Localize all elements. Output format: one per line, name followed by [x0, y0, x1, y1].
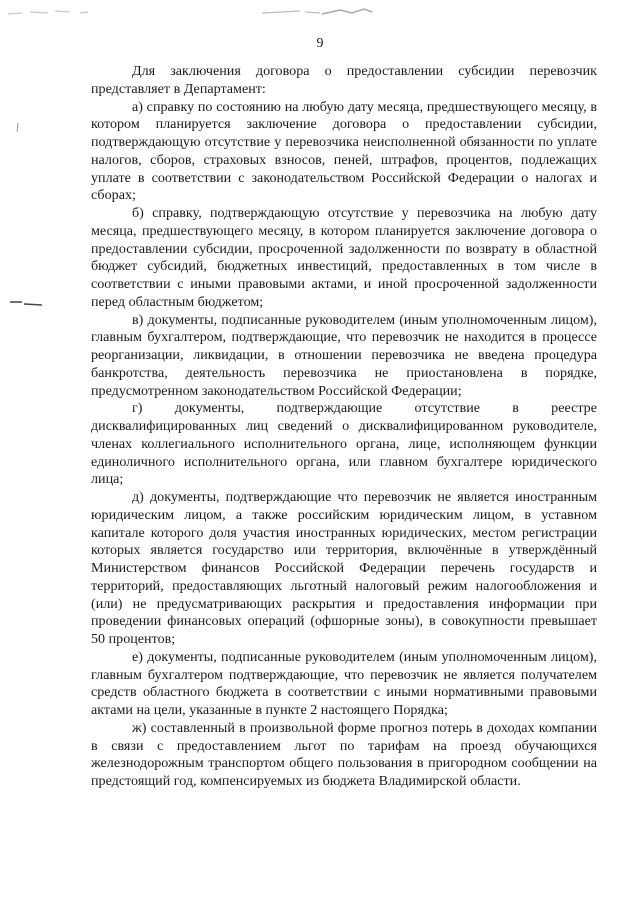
item-d: д) документы, подтверждающие что перевозчик не является иностранным юридическим лицом, а также российским юридическим лицом, в уставном капитале которого доля участия иностранных юридических, местом регистрации которых является государство или территория, включённые в утверждённый Министерством финансов Российской Федерации перечень государств и территорий, предоставляющих льготный налоговый режим налогообложения и (или) не предусматривающих раскрытия и предоставления информации при проведении финансовых операций (офшорные зоны), в совокупности превышает 50 процентов;	[91, 489, 597, 647]
item-g: г) документы, подтверждающие отсутствие в реестре дисквалифицированных лиц сведений о дисквалифицированном руководителе, членах коллегиального исполнительного органа, лице, исполняющем функции единоличного исполнительного органа, или главном бухгалтере юридического лица;	[91, 400, 597, 488]
margin-dash-mark	[8, 296, 48, 312]
page-number: 9	[316, 36, 324, 51]
item-v: в) документы, подписанные руководителем (иным уполномоченным лицом), главным бухгалтером, подтверждающие, что перевозчик не находится в процессе реорганизации, ликвидации, в отношении перевозчика не введена процедура банкротства, деятельность перевозчика не приостановлена в порядке, предусмотренном законодательством Российской Федерации;	[91, 311, 597, 399]
scan-noise-top	[0, 0, 640, 20]
margin-tick-mark	[14, 122, 22, 134]
item-a: а) справку по состоянию на любую дату месяца, предшествующего месяцу, в котором планируется заключение договора о предоставлении субсидии, подтверждающую отсутствие у перевозчика неисполненной обязанности по уплате налогов, сборов, страховых взносов, пеней, штрафов, процентов, подлежащих уплате в соответствии с законодательством Российской Федерации о налогах и сборах;	[91, 98, 597, 204]
intro-paragraph: Для заключения договора о предоставлении субсидии перевозчик представляет в Департамент:	[91, 63, 597, 97]
item-b: б) справку, подтверждающую отсутствие у перевозчика на любую дату месяца, предшествующего месяцу, в котором планируется заключение договора о предоставлении субсидии, просроченной задолженности по возврату в областной бюджет субсидий, бюджетных инвестиций, предоставленных в том числе в соответствии с иными правовыми актами, и иной просроченной задолженности перед областным бюджетом;	[91, 205, 597, 310]
document-body	[91, 63, 597, 791]
item-zh: ж) составленный в произвольной форме прогноз потерь в доходах компании в связи с предоставлением льгот по тарифам на проезд обучающихся железнодорожным транспортом общего пользования в пригородном сообщении на предстоящий год, компенсируемых из бюджета Владимирской области.	[91, 719, 597, 789]
item-e: е) документы, подписанные руководителем (иным уполномоченным лицом), главным бухгалтером подтверждающие, что перевозчик не является получателем средств областного бюджета в соответствии с иными нормативными правовыми актами на цели, указанные в пункте 2 настоящего Порядка;	[91, 648, 597, 718]
